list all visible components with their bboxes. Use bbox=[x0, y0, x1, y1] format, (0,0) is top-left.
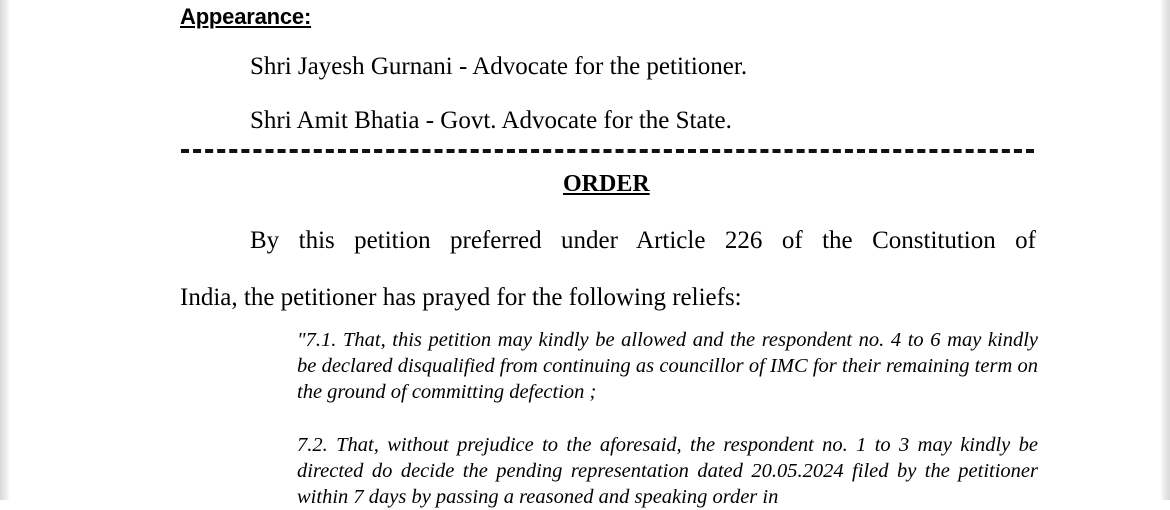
page-edge-left bbox=[0, 0, 10, 500]
relief-7-2: 7.2. That, without prejudice to the aforesaid, the respondent no. 1 to 3 may kindly be directed do decide the pending representation dated 20.05.2024 filed by the petitioner within 7 days by passing a reasoned and speaking order in bbox=[297, 434, 1038, 508]
order-heading: ORDER bbox=[563, 171, 650, 197]
order-paragraph-line-2: India, the petitioner has prayed for the following reliefs: bbox=[180, 284, 742, 311]
relief-7-1: "7.1. That, this petition may kindly be allowed and the respondent no. 4 to 6 may kindly be declared disqualified from continuing as councillor of IMC for their remaining term on the ground of committing defection ; bbox=[297, 329, 1038, 403]
dashed-separator bbox=[181, 149, 1034, 153]
appearance-state-counsel: Shri Amit Bhatia - Govt. Advocate for the State. bbox=[250, 107, 732, 134]
appearance-petitioner-counsel: Shri Jayesh Gurnani - Advocate for the petitioner. bbox=[250, 53, 748, 80]
appearance-heading: Appearance: bbox=[180, 4, 312, 29]
order-paragraph-line-1: By this petition preferred under Article 226 of the Constitution of bbox=[250, 227, 1036, 254]
page-edge-right bbox=[1160, 0, 1170, 500]
